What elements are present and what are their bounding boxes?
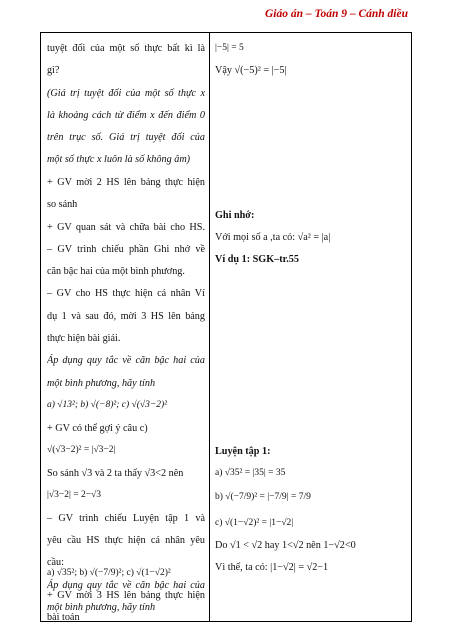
text-line: Áp dụng quy tắc về căn bậc hai của xyxy=(47,355,205,366)
text-line: căn bậc hai của một bình phương. xyxy=(47,266,185,277)
text-line: Áp dụng quy tắc về căn bậc hai của xyxy=(47,580,205,591)
text-line: thực hiện bài giải. xyxy=(47,333,121,344)
text-line: một số thực x luôn là số không âm) xyxy=(47,154,191,165)
text-line: gì? xyxy=(47,65,60,76)
text-line: Ví dụ 1: SGK–tr.55 xyxy=(215,254,299,265)
text-line: yêu cầu HS thực hiện cá nhân yêu xyxy=(47,535,205,546)
text-line: bài toán xyxy=(47,612,80,623)
text-line: Với mọi số a ,ta có: √a² = |a| xyxy=(215,232,331,243)
text-line: Ghi nhớ: xyxy=(215,210,255,221)
text-line: – GV cho HS thực hiện cá nhân Ví xyxy=(47,288,205,299)
text-line: Luyện tập 1: xyxy=(215,446,271,457)
text-line: cầu: xyxy=(47,557,64,568)
text-line: + GV quan sát và chữa bài cho HS. xyxy=(47,222,205,233)
text-line: so sánh xyxy=(47,199,78,210)
text-line: dụ 1 và sau đó, mời 3 HS lên bảng xyxy=(47,311,205,322)
text-line: là khoảng cách từ điểm x đến điểm 0 xyxy=(47,110,205,121)
column-divider xyxy=(209,33,210,621)
text-line: Vậy √(−5)² = |−5| xyxy=(215,65,287,76)
text-line: một bình phương, hãy tính xyxy=(47,602,156,613)
text-line: + GV có thể gợi ý câu c) xyxy=(47,423,148,434)
text-line: So sánh √3 và 2 ta thấy √3<2 nên xyxy=(47,468,184,479)
text-line: a) √35² = |35| = 35 xyxy=(215,468,286,478)
text-line: một bình phương, hãy tính xyxy=(47,378,156,389)
text-line: |−5| = 5 xyxy=(215,43,244,53)
text-line: a) √35²; b) √(−7/9)²; c) √(1−√2)² xyxy=(47,568,171,578)
text-line: + GV mời 3 HS lên bảng thực hiện xyxy=(47,590,205,601)
text-line: (Giá trị tuyệt đối của một số thực x xyxy=(47,88,205,99)
text-line: tuyệt đối của một số thực bất kì là xyxy=(47,43,205,54)
text-line: b) √(−7/9)² = |−7/9| = 7/9 xyxy=(215,492,311,502)
text-line: Do √1 < √2 hay 1<√2 nên 1−√2<0 xyxy=(215,540,356,551)
text-line: Vì thế, ta có: |1−√2| = √2−1 xyxy=(215,562,329,573)
text-line: c) √(1−√2)² = |1−√2| xyxy=(215,518,294,528)
text-line: √(√3−2)² = |√3−2| xyxy=(47,445,116,455)
lesson-table xyxy=(40,32,412,622)
page-header: Giáo án – Toán 9 – Cánh diều xyxy=(264,8,408,20)
text-line: – GV trình chiếu phần Ghi nhớ về xyxy=(47,244,205,255)
text-line: |√3−2| = 2−√3 xyxy=(47,490,102,500)
text-line: trên trục số. Giá trị tuyệt đối của xyxy=(47,132,205,143)
text-line: a) √13²; b) √(−8)²; c) √(√3−2)² xyxy=(47,400,168,410)
text-line: – GV trình chiếu Luyện tập 1 và xyxy=(47,513,205,524)
text-line: + GV mời 2 HS lên bảng thực hiện xyxy=(47,177,205,188)
